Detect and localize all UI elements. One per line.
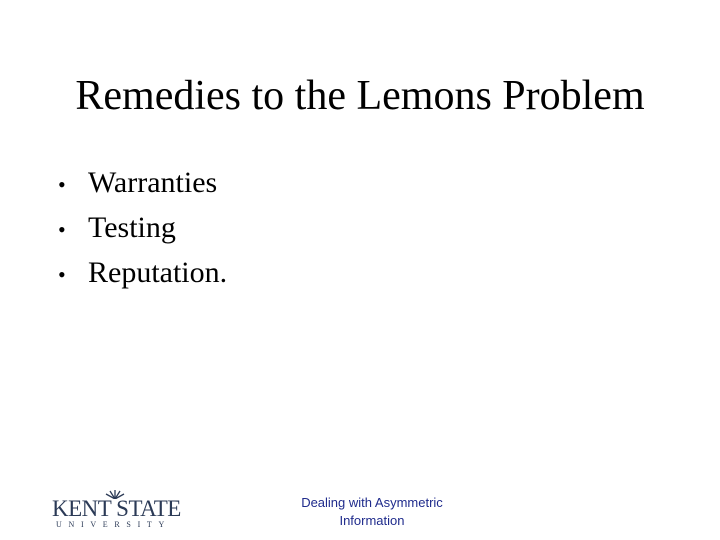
- footer-caption-line-2: Information: [339, 513, 405, 528]
- bullet-marker: •: [58, 262, 66, 287]
- bullet-item-reputation: [58, 250, 227, 295]
- logo-wordmark: KENT STATE: [52, 496, 181, 521]
- bullet-text: Reputation.: [88, 256, 228, 289]
- logo-subtext: UNIVERSITY: [56, 520, 171, 529]
- bullet-item-testing: [58, 205, 227, 250]
- footer-caption: [272, 494, 472, 530]
- bullet-text: Testing: [88, 211, 176, 244]
- bullet-text: Warranties: [88, 166, 218, 199]
- bullet-item-warranties: [58, 160, 227, 205]
- kent-state-logo: [52, 489, 181, 531]
- bullet-marker: •: [58, 217, 66, 242]
- bullet-list: [58, 160, 227, 295]
- slide-title: Remedies to the Lemons Problem: [75, 73, 645, 119]
- bullet-marker: •: [58, 172, 66, 197]
- footer-caption-line-1: Dealing with Asymmetric: [301, 495, 443, 510]
